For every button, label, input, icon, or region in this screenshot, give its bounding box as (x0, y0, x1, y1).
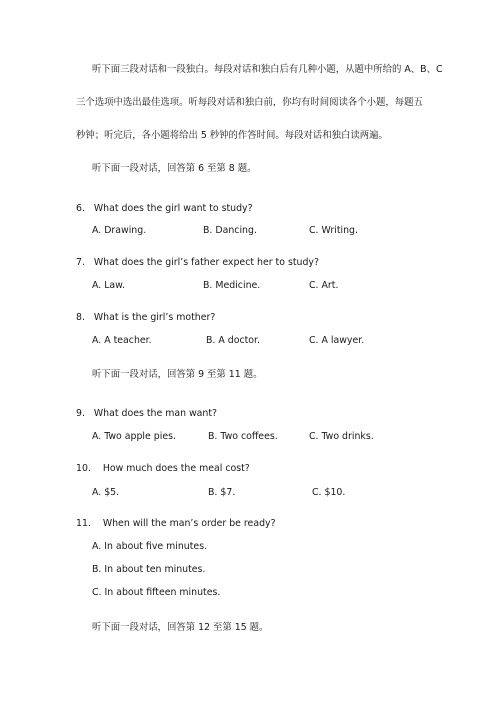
intro-line-2: 三个选项中选出最佳选项。听每段对话和独白前，你均有时间阅读各个小题，每题五 (76, 97, 423, 108)
option-b: B. A doctor. (206, 335, 261, 346)
section-instruction-1: 听下面一段对话，回答第 6 至第 8 题。 (92, 163, 257, 174)
option-b: B. Medicine. (203, 280, 261, 291)
question-number: 6. (76, 203, 85, 214)
option-a: A. $5. (92, 487, 120, 498)
intro-line-3: 秒钟；听完后，各小题将给出 5 秒钟的作答时间。每段对话和独白读两遍。 (76, 130, 388, 141)
option-c: C. Art. (309, 280, 339, 291)
question-text: When will the man’s order be ready? (102, 518, 276, 529)
option-c: C. $10. (312, 487, 346, 498)
question-number: 9. (76, 408, 85, 419)
question-number: 8. (76, 312, 85, 323)
question-11-option-a: A. In about five minutes. (92, 541, 208, 552)
question-10 (76, 463, 250, 475)
option-b: B. Two coffees. (208, 431, 278, 442)
option-c: C. A lawyer. (309, 335, 365, 346)
question-8-options (0, 335, 500, 347)
question-9 (76, 408, 217, 420)
question-text: What does the girl’s father expect her to study? (93, 257, 319, 268)
question-11-option-c: C. In about fifteen minutes. (92, 587, 221, 598)
section-instruction-3: 听下面一段对话，回答第 12 至第 15 题。 (92, 622, 269, 633)
intro-line-1: 听下面三段对话和一段独白。每段对话和独白后有几种小题，从题中所给的 A、B、C (92, 64, 443, 75)
option-a: A. Two apple pies. (92, 431, 176, 442)
question-10-options (0, 487, 500, 499)
question-11-option-b: B. In about ten minutes. (92, 564, 206, 575)
option-a: A. Law. (92, 280, 125, 291)
question-7-options (0, 280, 500, 292)
section-instruction-2: 听下面一段对话，回答第 9 至第 11 题。 (92, 369, 263, 380)
question-number: 11. (76, 518, 91, 529)
question-9-options (0, 431, 500, 443)
question-text: What does the girl want to study? (93, 203, 253, 214)
question-6-options (0, 225, 500, 237)
question-number: 10. (76, 463, 91, 474)
question-6 (76, 203, 253, 215)
option-c: C. Two drinks. (309, 431, 374, 442)
option-b: B. Dancing. (203, 225, 257, 236)
option-c: C. Writing. (309, 225, 358, 236)
question-text: What is the girl’s mother? (93, 312, 216, 323)
option-a: A. Drawing. (92, 225, 147, 236)
question-7 (76, 257, 319, 269)
option-a: A. A teacher. (92, 335, 152, 346)
question-text: What does the man want? (93, 408, 218, 419)
option-b: B. $7. (208, 487, 236, 498)
question-number: 7. (76, 257, 85, 268)
question-11 (76, 518, 276, 530)
question-8 (76, 312, 215, 324)
question-text: How much does the meal cost? (102, 463, 250, 474)
